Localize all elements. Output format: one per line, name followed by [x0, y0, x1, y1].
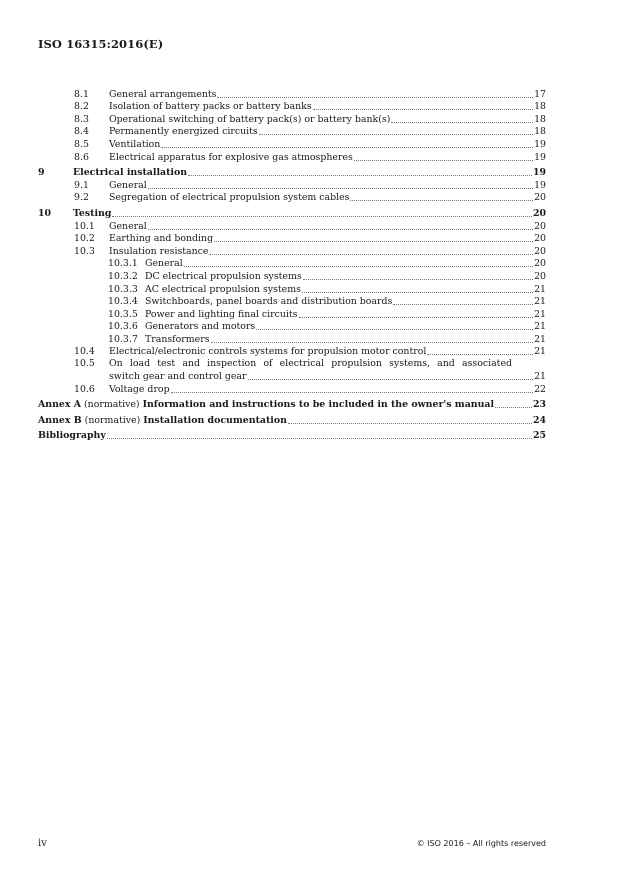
toc-title: Switchboards, panel boards and distribution boards: [145, 296, 393, 308]
toc-leader: [495, 407, 532, 408]
toc-leader: [393, 304, 533, 305]
toc-entry-10-3-7[interactable]: [38, 333, 546, 346]
toc-page: 18: [534, 101, 546, 113]
toc-entry-10-1[interactable]: [38, 220, 546, 233]
toc-entry-bibliography[interactable]: [38, 430, 546, 443]
toc-leader: [217, 97, 533, 98]
toc-leader: [288, 423, 532, 424]
toc-page: 20: [534, 245, 546, 257]
toc-page: 21: [534, 283, 546, 295]
toc-entry-10-3-3[interactable]: [38, 283, 546, 296]
toc-entry-9-2[interactable]: [38, 192, 546, 205]
toc-leader: [299, 317, 534, 318]
toc-leader: [248, 379, 534, 380]
toc-title: Power and lighting final circuits: [145, 308, 298, 320]
toc-title: AC electrical propulsion systems: [145, 283, 301, 295]
toc-number: 9.1: [74, 179, 89, 191]
toc-page: 20: [534, 192, 546, 204]
toc-title: Segregation of electrical propulsion system cables: [109, 192, 350, 204]
toc-page: 19: [534, 138, 546, 150]
toc-number: 8.2: [74, 101, 89, 113]
toc-entry-10-6[interactable]: [38, 383, 546, 396]
toc-leader: [161, 147, 533, 148]
toc-leader: [303, 279, 533, 280]
toc-entry-10-5[interactable]: [74, 358, 546, 383]
toc-title: Ventilation: [109, 138, 161, 150]
annex-title: Information and instructions to be included in the owner's manual: [142, 399, 495, 411]
toc-leader: [302, 292, 533, 293]
toc-number: 8.6: [74, 151, 89, 163]
toc-number: 10.6: [74, 383, 95, 395]
toc-title: Voltage drop: [109, 383, 170, 395]
toc-number: 10.3.1: [108, 258, 138, 270]
toc-title: Bibliography: [38, 430, 106, 442]
toc-page: 20: [534, 220, 546, 232]
toc-title-line2: switch gear and control gear: [109, 371, 247, 383]
toc-page: 17: [534, 88, 546, 100]
toc-leader: [209, 254, 533, 255]
toc-page: 18: [534, 126, 546, 138]
annex-qualifier: (normative): [84, 399, 140, 411]
toc-page: 21: [534, 333, 546, 345]
toc-title-line1: On load test and inspection of electrical propulsion systems, and associated: [109, 358, 512, 370]
toc-number: 10.3.2: [108, 270, 138, 282]
toc-title: Testing: [73, 207, 112, 219]
toc-title: General: [109, 179, 147, 191]
toc-number: 10: [38, 207, 52, 219]
toc-number: 10.3.7: [108, 333, 138, 345]
toc-title: Electrical installation: [73, 167, 188, 179]
toc-leader: [427, 354, 533, 355]
toc-entry-10-4[interactable]: [38, 346, 546, 359]
toc-title: General: [145, 258, 183, 270]
toc-leader: [188, 175, 532, 176]
toc-entry-10-3-6[interactable]: [38, 321, 546, 334]
toc-entry-10-3-5[interactable]: [38, 308, 546, 321]
toc-title: Permanently energized circuits: [109, 126, 258, 138]
toc-entry-10-3-2[interactable]: [38, 270, 546, 283]
toc-title: General arrangements: [109, 88, 217, 100]
annex-label: Annex B: [38, 414, 82, 426]
toc-entry-8-2[interactable]: [38, 101, 546, 114]
toc-page: 20: [534, 233, 546, 245]
toc-leader: [112, 216, 532, 217]
annex-label: Annex A: [38, 399, 81, 411]
toc-page: 21: [534, 308, 546, 320]
table-of-contents: [38, 88, 546, 442]
toc-page: 24: [532, 414, 546, 426]
toc-page: 21: [534, 296, 546, 308]
toc-entry-10[interactable]: [38, 207, 546, 220]
toc-leader: [211, 342, 534, 343]
toc-number: 10.1: [74, 220, 95, 232]
toc-number: 10.5: [74, 358, 95, 370]
toc-leader: [350, 200, 533, 201]
toc-number: 10.3.5: [108, 308, 138, 320]
toc-entry-10-2[interactable]: [38, 233, 546, 246]
toc-entry-10-3-4[interactable]: [38, 296, 546, 309]
toc-entry-9-1[interactable]: [38, 179, 546, 192]
toc-leader: [107, 438, 532, 439]
document-header: ISO 16315:2016(E): [38, 37, 164, 51]
toc-number: 10.3: [74, 245, 95, 257]
toc-leader: [354, 160, 533, 161]
toc-number: 10.3.6: [108, 321, 138, 333]
toc-title: Generators and motors: [145, 321, 256, 333]
toc-number: 8.1: [74, 88, 89, 100]
toc-page: 19: [532, 167, 546, 179]
toc-number: 10.3.4: [108, 296, 138, 308]
toc-number: 8.3: [74, 113, 89, 125]
toc-title: Insulation resistance: [109, 245, 209, 257]
toc-page: 22: [534, 383, 546, 395]
toc-page: 19: [534, 179, 546, 191]
toc-number: 10.4: [74, 346, 95, 358]
toc-entry-8-4[interactable]: [38, 126, 546, 139]
copyright-notice: © ISO 2016 – All rights reserved: [416, 839, 546, 848]
toc-leader: [313, 109, 533, 110]
toc-leader: [259, 134, 533, 135]
toc-number: 8.4: [74, 126, 89, 138]
toc-entry-10-3[interactable]: [38, 245, 546, 258]
toc-number: 10.2: [74, 233, 95, 245]
toc-leader: [148, 229, 533, 230]
toc-title: Transformers: [145, 333, 210, 345]
toc-entry-8-3[interactable]: [38, 113, 546, 126]
toc-title: Operational switching of battery pack(s) or battery bank(s): [109, 113, 391, 125]
toc-page: 18: [534, 113, 546, 125]
toc-number: 10.3.3: [108, 283, 138, 295]
toc-leader: [214, 241, 533, 242]
toc-page: 20: [534, 258, 546, 270]
toc-number: 8.5: [74, 138, 89, 150]
toc-title: General: [109, 220, 147, 232]
toc-entry-8-5[interactable]: [38, 138, 546, 151]
toc-entry-8-6[interactable]: [38, 151, 546, 164]
toc-entry-9[interactable]: [38, 167, 546, 180]
toc-entry-annex-b[interactable]: [38, 414, 546, 427]
page-number: iv: [38, 838, 47, 849]
toc-page: 21: [534, 346, 546, 358]
toc-leader: [171, 392, 533, 393]
annex-title: Installation documentation: [143, 414, 287, 426]
toc-leader: [184, 266, 533, 267]
toc-number: 9: [38, 167, 45, 179]
toc-leader: [256, 329, 533, 330]
annex-qualifier: (normative): [84, 414, 141, 426]
toc-entry-annex-a[interactable]: [38, 399, 546, 412]
toc-page: 21: [534, 321, 546, 333]
toc-title: DC electrical propulsion systems: [145, 270, 302, 282]
toc-leader: [148, 188, 533, 189]
toc-title: Isolation of battery packs or battery banks: [109, 101, 312, 113]
toc-page: 23: [532, 399, 546, 411]
toc-entry-8-1[interactable]: [38, 88, 546, 101]
toc-title: Electrical/electronic controls systems for propulsion motor control: [109, 346, 427, 358]
toc-title: Electrical apparatus for explosive gas atmospheres: [109, 151, 353, 163]
toc-entry-10-3-1[interactable]: [38, 258, 546, 271]
toc-page: 20: [534, 270, 546, 282]
toc-page: 20: [532, 207, 546, 219]
toc-page: 19: [534, 151, 546, 163]
toc-leader: [391, 122, 533, 123]
toc-page: 25: [532, 430, 546, 442]
toc-page: 21: [534, 371, 546, 383]
toc-title: Earthing and bonding: [109, 233, 214, 245]
toc-number: 9.2: [74, 192, 89, 204]
